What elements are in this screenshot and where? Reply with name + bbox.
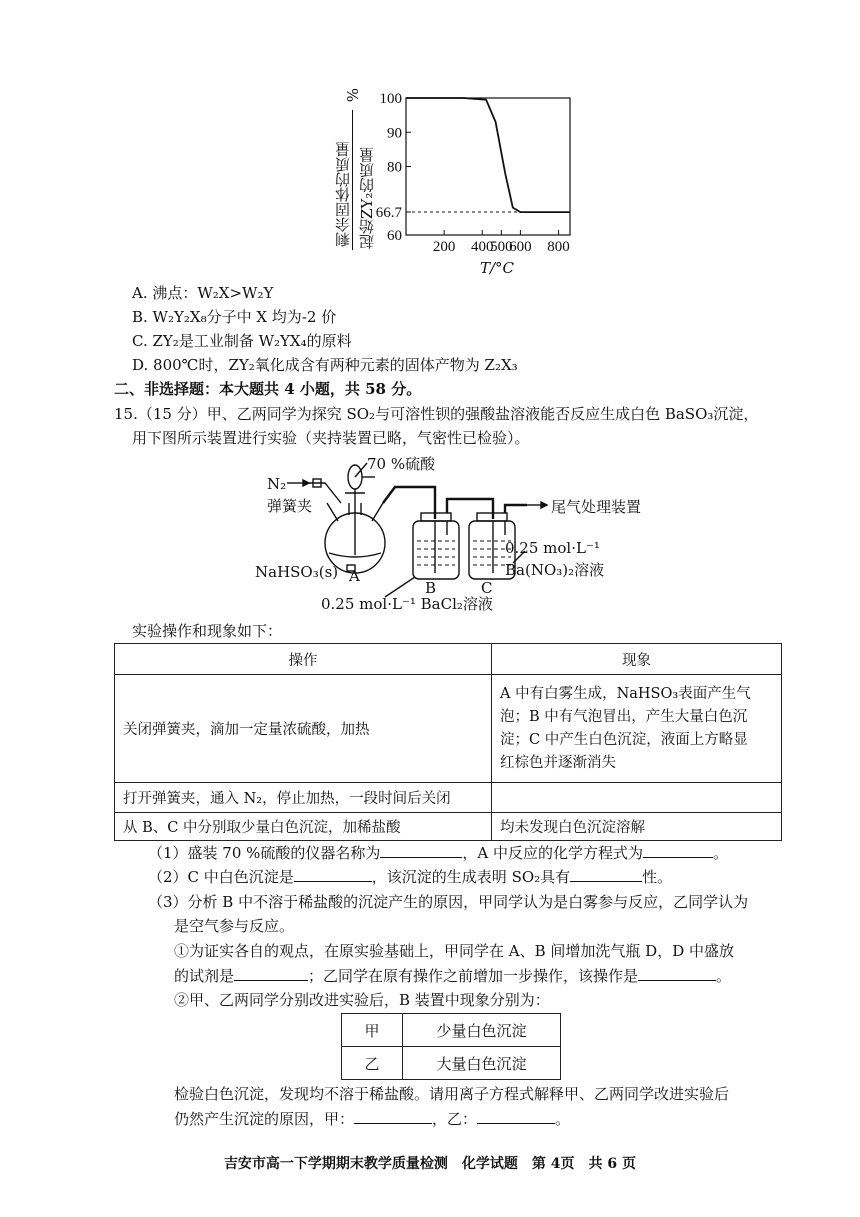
blank[interactable] — [638, 966, 716, 981]
blank[interactable] — [380, 843, 462, 858]
section-heading: 二、非选择题：本大题共 4 小题，共 58 分。 — [114, 380, 422, 398]
y-tick-label: 60 — [387, 228, 402, 244]
question-3b: 是空气参与反应。 — [174, 917, 295, 935]
blank[interactable] — [570, 867, 642, 882]
question-3f: 检验白色沉淀，发现均不溶于稀盐酸。请用离子方程式解释甲、乙两同学改进实验后 — [174, 1085, 730, 1103]
chart-ylabel-numerator: 剩余固体的质量 — [334, 142, 352, 247]
blank[interactable] — [354, 1109, 432, 1124]
label-a: A — [349, 567, 360, 585]
table-row — [115, 675, 782, 783]
row1-ph-line3: 淀；C 中产生白色沉淀，液面上方略显 — [500, 731, 748, 748]
page-footer: 吉安市高一下学期期末教学质量检测 化学试题 第 4页 共 6 页 — [223, 1156, 637, 1172]
option-d: D. 800℃时，ZY₂氧化成含有两种元素的固体产物为 Z₂X₃ — [132, 356, 518, 374]
row1-phenomenon — [492, 675, 782, 783]
x-tick-label: 400 — [471, 239, 494, 255]
chart-ylabel-denominator: 起始ZY₂的质量 — [358, 147, 376, 249]
row1-ph-line1: A 中有白雾生成，NaHSO₃表面产生气 — [500, 685, 751, 702]
label-bano3: Ba(NO₃)₂溶液 — [505, 561, 605, 579]
chart-xlabel: T/°C — [480, 259, 515, 277]
y-tick-label: 80 — [387, 159, 402, 176]
table-row — [342, 1014, 561, 1047]
row1-ph-line2: 泡；B 中有气泡冒出，产生大量白色沉 — [500, 708, 748, 725]
x-tick-label: 500 — [490, 239, 513, 255]
option-c: C. ZY₂是工业制备 W₂YX₄的原料 — [132, 332, 352, 350]
result-who: 乙 — [342, 1047, 403, 1080]
y-tick-label: 66.7 — [375, 205, 402, 222]
row1-ph-line4: 红棕色并逐渐消失 — [500, 754, 616, 771]
label-bano3-conc: 0.25 mol·L⁻¹ — [505, 539, 600, 557]
y-tick-label: 90 — [387, 125, 402, 142]
x-tick-label: 800 — [547, 239, 570, 255]
result-value: 少量白色沉淀 — [403, 1014, 561, 1047]
question-2: （2）C 中白色沉淀是 ，该沉淀的生成表明 SO₂具有 性。 — [148, 868, 673, 886]
table-row — [342, 1047, 561, 1080]
blank[interactable] — [234, 966, 308, 981]
result-value: 大量白色沉淀 — [403, 1047, 561, 1080]
tga-chart — [330, 82, 580, 282]
row2-operation: 打开弹簧夹，通入 N₂，停止加热，一段时间后关闭 — [115, 783, 492, 813]
question-3g: 仍然产生沉淀的原因，甲： ，乙： 。 — [174, 1110, 571, 1128]
table-intro: 实验操作和现象如下： — [132, 622, 283, 640]
mass-curve — [406, 98, 570, 212]
blank[interactable] — [294, 867, 372, 882]
x-tick-label: 600 — [509, 239, 532, 255]
question-3c: ①为证实各自的观点，在原实验基础上，甲同学在 A、B 间增加洗气瓶 D，D 中盛放 — [174, 942, 734, 960]
row2-phenomenon — [492, 783, 782, 813]
label-tail: 尾气处理装置 — [551, 498, 642, 516]
result-table — [341, 1013, 561, 1080]
operations-table — [114, 643, 782, 841]
apparatus-drawing — [245, 455, 665, 615]
table-header-row — [115, 644, 782, 675]
label-acid: 70 %硫酸 — [367, 455, 436, 473]
blank[interactable] — [643, 843, 713, 858]
q15-line1: 15.（15 分）甲、乙两同学为探究 SO₂与可溶性钡的强酸盐溶液能否反应生成白色 BaSO₃沉淀， — [114, 405, 759, 423]
chart-plot — [370, 82, 580, 282]
label-clamp: 弹簧夹 — [267, 497, 313, 515]
header-operation: 操作 — [115, 644, 492, 675]
label-c: C — [481, 579, 493, 597]
row3-operation: 从 B、C 中分别取少量白色沉淀，加稀盐酸 — [115, 813, 492, 841]
question-1: （1）盛装 70 %硫酸的仪器名称为 ，A 中反应的化学方程式为 。 — [148, 844, 729, 862]
q15-line2: 用下图所示装置进行实验（夹持装置已略，气密性已检验）。 — [132, 429, 530, 447]
result-who: 甲 — [342, 1014, 403, 1047]
blank[interactable] — [477, 1109, 555, 1124]
chart-frame — [406, 98, 570, 235]
label-b: B — [425, 579, 437, 597]
label-bacl2: 0.25 mol·L⁻¹ BaCl₂溶液 — [321, 595, 493, 613]
label-nahso3: NaHSO₃(s) — [255, 563, 339, 581]
row1-operation: 关闭弹簧夹，滴加一定量浓硫酸，加热 — [115, 675, 492, 783]
option-b: B. W₂Y₂X₈分子中 X 均为-2 价 — [132, 308, 337, 326]
y-tick-label: 100 — [379, 91, 402, 107]
apparatus-diagram — [245, 455, 665, 615]
header-phenomenon: 现象 — [492, 644, 782, 675]
chart-ylabel-fraction-line — [352, 110, 353, 250]
x-tick-label: 200 — [432, 239, 456, 255]
table-row — [115, 813, 782, 841]
label-n2: N₂ — [267, 475, 287, 493]
chart-ylabel-unit: % — [344, 88, 362, 103]
question-3d: 的试剂是 ；乙同学在原有操作之前增加一步操作，该操作是 。 — [174, 967, 732, 985]
question-3a: （3）分析 B 中不溶于稀盐酸的沉淀产生的原因，甲同学认为是白雾参与反应，乙同学认为 — [148, 893, 749, 911]
option-a: A. 沸点：W₂X>W₂Y — [132, 284, 274, 302]
question-3e: ②甲、乙两同学分别改进实验后，B 装置中现象分别为： — [174, 991, 550, 1009]
table-row — [115, 783, 782, 813]
row3-phenomenon: 均未发现白色沉淀溶解 — [492, 813, 782, 841]
